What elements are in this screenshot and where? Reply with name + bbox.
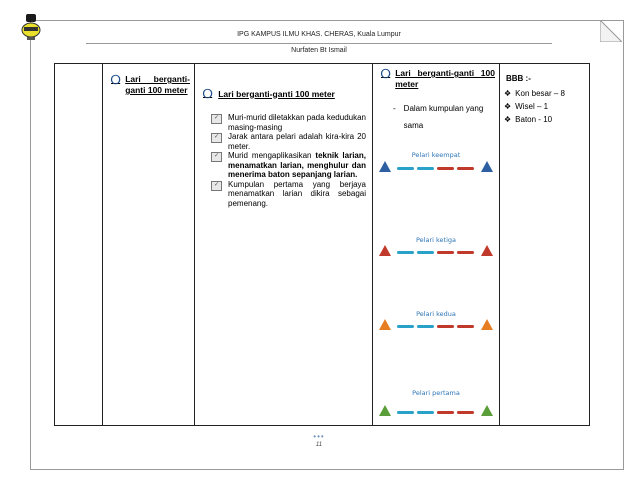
checkbox-bullet-icon: ✓ bbox=[211, 152, 222, 162]
runner-marker bbox=[417, 251, 434, 254]
runner-marker bbox=[397, 411, 414, 414]
group-label: Pelari keempat bbox=[411, 151, 461, 159]
list-item: ❖ Wisel – 1 bbox=[504, 102, 549, 111]
relay-row bbox=[373, 405, 499, 419]
runner-marker bbox=[397, 251, 414, 254]
diamond-bullet-icon: ❖ bbox=[504, 102, 512, 111]
list-item: ✓ Kumpulan pertama yang berjaya menamatkan larian dikira sebagai pemenang. bbox=[211, 180, 366, 209]
arrow-bullet-icon: ⭕︎ bbox=[203, 88, 213, 98]
list-item: ❖ Kon besar – 8 bbox=[504, 89, 565, 98]
procedure-cell bbox=[195, 64, 373, 426]
header-divider bbox=[86, 43, 552, 44]
page-dots: ••• bbox=[313, 432, 325, 441]
cone-icon bbox=[379, 161, 391, 172]
cone-icon bbox=[481, 161, 493, 172]
cone-icon bbox=[481, 245, 493, 256]
list-item: ✓ Muri-murid diletakkan pada kedudukan masing-masing bbox=[211, 113, 366, 132]
diamond-bullet-icon: ❖ bbox=[504, 89, 512, 98]
list-item: ❖ Baton - 10 bbox=[504, 115, 553, 124]
runner-marker bbox=[437, 251, 454, 254]
checkbox-bullet-icon: ✓ bbox=[211, 181, 222, 191]
equipment-list bbox=[504, 87, 589, 126]
relay-row bbox=[373, 319, 499, 333]
diagram-cell bbox=[373, 64, 500, 426]
cone-icon bbox=[379, 405, 391, 416]
runner-marker bbox=[437, 167, 454, 170]
list-item: ✓ Jarak antara pelari adalah kira-kira 20 meter. bbox=[211, 132, 366, 151]
activity-title: Lari berganti-ganti 100 meter bbox=[125, 74, 190, 95]
relay-row bbox=[373, 161, 499, 175]
empty-cell bbox=[55, 64, 103, 426]
checkbox-bullet-icon: ✓ bbox=[211, 133, 222, 143]
diamond-bullet-icon: ❖ bbox=[504, 115, 512, 124]
equipment-cell bbox=[500, 64, 590, 426]
group-label: Pelari ketiga bbox=[415, 236, 456, 244]
cone-icon bbox=[481, 319, 493, 330]
runner-marker bbox=[437, 325, 454, 328]
runner-marker bbox=[457, 167, 474, 170]
relay-row bbox=[373, 245, 499, 259]
header-institution: IPG KAMPUS ILMU KHAS. CHERAS, Kuala Lumpur bbox=[237, 31, 401, 38]
list-item: ✓ Murid mengaplikasikan teknik larian, menamatkan larian, menghulur dan menerima baton sepanjang larian. bbox=[211, 151, 366, 180]
diagram-title: Lari berganti-ganti 100 meter bbox=[395, 68, 495, 89]
cone-icon bbox=[379, 319, 391, 330]
runner-marker bbox=[397, 325, 414, 328]
procedure-title: Lari berganti-ganti 100 meter bbox=[218, 88, 335, 99]
header-author: Nurfaten Bt Ismail bbox=[291, 47, 347, 54]
runner-marker bbox=[437, 411, 454, 414]
runner-marker bbox=[397, 167, 414, 170]
runner-marker bbox=[457, 251, 474, 254]
arrow-bullet-icon: ⭕︎ bbox=[381, 68, 391, 78]
runner-marker bbox=[417, 167, 434, 170]
runner-marker bbox=[417, 411, 434, 414]
group-label: Pelari pertama bbox=[412, 389, 460, 397]
procedure-list bbox=[211, 113, 366, 208]
runner-marker bbox=[457, 411, 474, 414]
arrow-bullet-icon: ⭕︎ bbox=[111, 74, 121, 84]
lesson-table bbox=[54, 63, 590, 426]
runner-marker bbox=[417, 325, 434, 328]
equipment-title: BBB :- bbox=[506, 74, 531, 83]
checkbox-bullet-icon: ✓ bbox=[211, 114, 222, 124]
cone-icon bbox=[379, 245, 391, 256]
group-label: Pelari kedua bbox=[416, 310, 456, 318]
group-note: - Dalam kumpulan yang sama bbox=[393, 104, 484, 130]
activity-title-cell bbox=[103, 64, 195, 426]
runner-marker bbox=[457, 325, 474, 328]
page-number: 11 bbox=[315, 442, 323, 448]
cone-icon bbox=[481, 405, 493, 416]
